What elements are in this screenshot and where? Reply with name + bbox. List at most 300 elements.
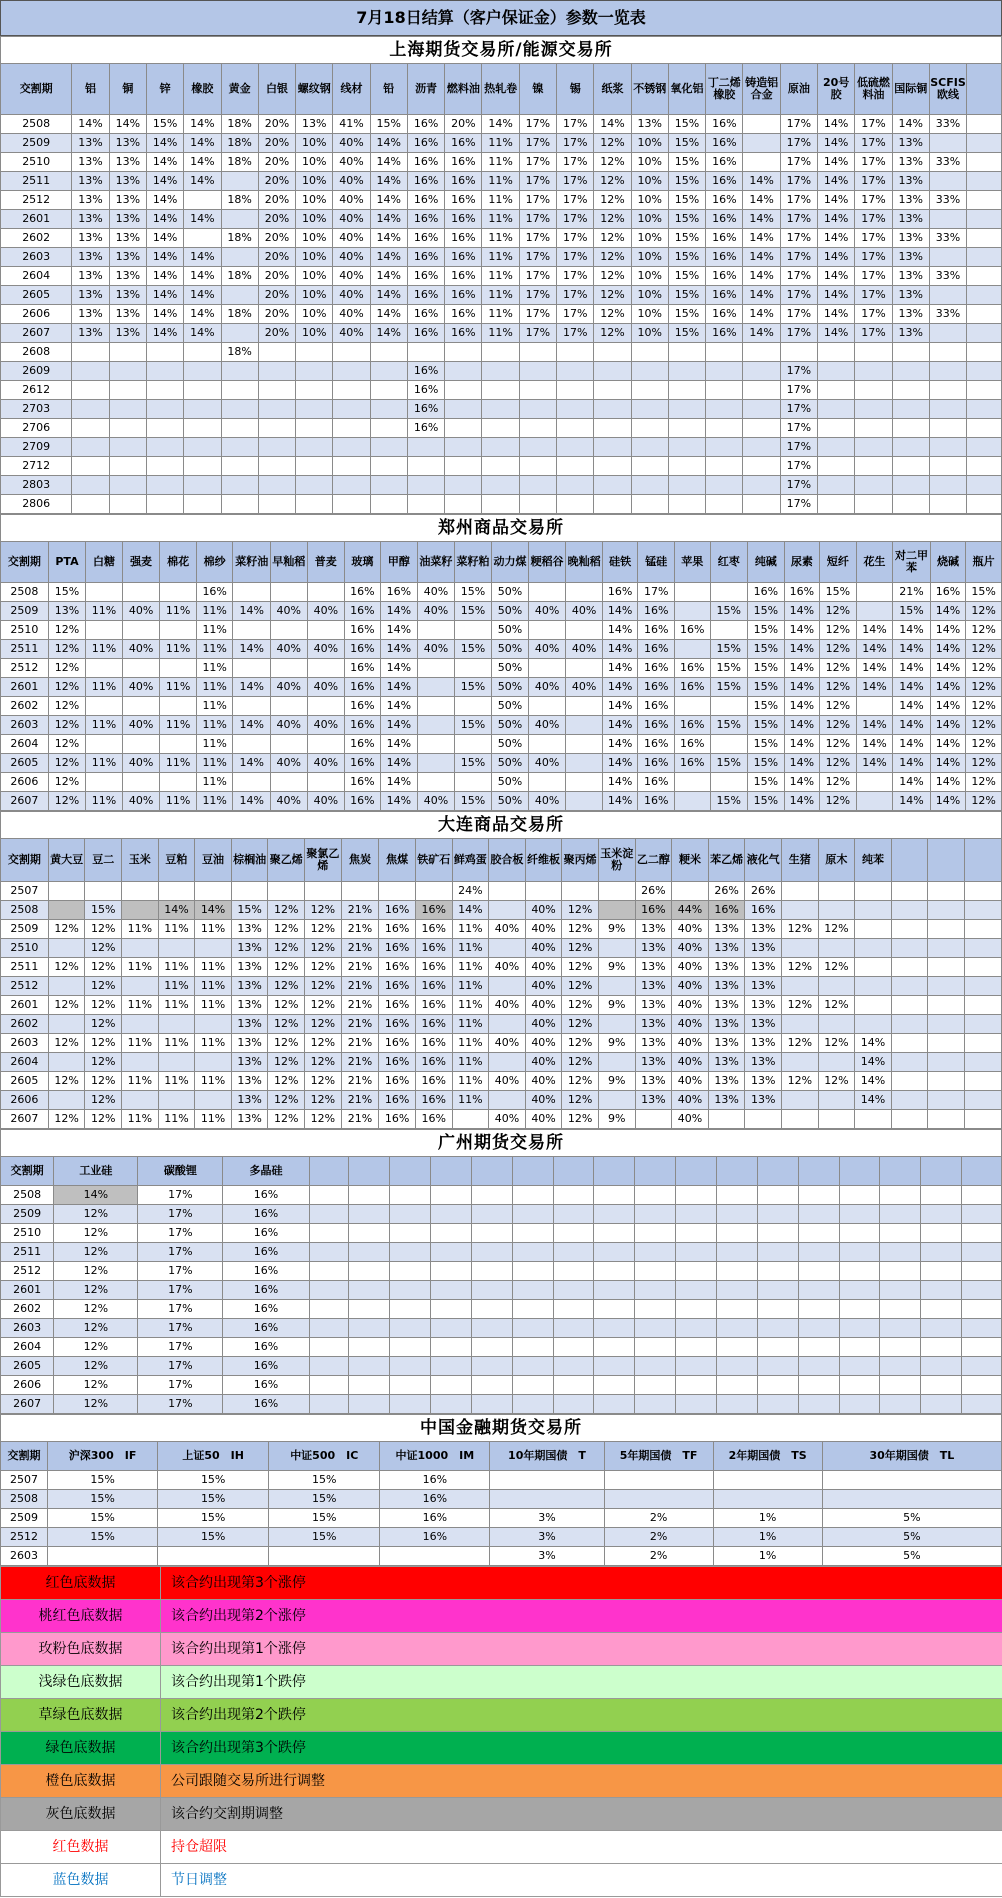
margin-cell bbox=[296, 495, 333, 514]
margin-cell: 17% bbox=[557, 286, 594, 305]
margin-cell bbox=[965, 882, 1002, 901]
margin-cell bbox=[710, 583, 748, 602]
margin-cell: 16% bbox=[635, 901, 672, 920]
margin-cell: 14% bbox=[233, 678, 271, 697]
margin-cell: 12% bbox=[966, 735, 1002, 754]
margin-cell: 40% bbox=[566, 640, 603, 659]
legend-label: 玫粉色底数据 bbox=[1, 1633, 161, 1666]
margin-cell: 12% bbox=[820, 621, 857, 640]
table-row bbox=[1, 419, 1002, 438]
margin-cell: 12% bbox=[305, 1034, 342, 1053]
table-row bbox=[1, 1034, 1002, 1053]
margin-cell: 14% bbox=[370, 305, 407, 324]
margin-cell: 12% bbox=[268, 939, 305, 958]
table-row bbox=[1, 977, 1002, 996]
delivery-period: 2603 bbox=[1, 1547, 48, 1566]
column-header: 红枣 bbox=[710, 542, 748, 583]
margin-cell: 13% bbox=[296, 115, 333, 134]
table-row bbox=[1, 640, 1002, 659]
margin-cell: 11% bbox=[482, 286, 519, 305]
margin-cell bbox=[855, 400, 892, 419]
margin-cell bbox=[929, 362, 966, 381]
margin-cell: 40% bbox=[525, 920, 562, 939]
margin-cell: 14% bbox=[380, 602, 418, 621]
margin-cell bbox=[631, 343, 668, 362]
margin-cell: 14% bbox=[818, 210, 855, 229]
margin-cell bbox=[48, 939, 85, 958]
margin-cell bbox=[221, 476, 258, 495]
margin-cell: 16% bbox=[674, 735, 710, 754]
margin-cell: 16% bbox=[415, 977, 452, 996]
margin-cell: 10% bbox=[296, 324, 333, 343]
margin-cell bbox=[856, 773, 893, 792]
margin-cell: 11% bbox=[195, 920, 232, 939]
margin-cell bbox=[160, 773, 197, 792]
margin-cell: 14% bbox=[856, 678, 893, 697]
column-header: 菜籽粕 bbox=[454, 542, 492, 583]
margin-cell: 13% bbox=[109, 267, 146, 286]
table-row bbox=[1, 1300, 1002, 1319]
margin-cell bbox=[418, 773, 455, 792]
column-header: 苹果 bbox=[674, 542, 710, 583]
margin-cell: 16% bbox=[223, 1376, 309, 1395]
margin-cell bbox=[309, 1224, 349, 1243]
margin-cell: 16% bbox=[407, 210, 444, 229]
column-header bbox=[757, 1157, 798, 1186]
margin-cell bbox=[782, 882, 819, 901]
margin-cell: 18% bbox=[221, 134, 258, 153]
margin-cell: 13% bbox=[892, 229, 929, 248]
margin-cell: 40% bbox=[333, 210, 370, 229]
margin-cell: 14% bbox=[184, 286, 221, 305]
margin-cell: 14% bbox=[855, 1034, 892, 1053]
margin-cell bbox=[855, 920, 892, 939]
margin-cell: 12% bbox=[594, 191, 631, 210]
column-header: 豆粕 bbox=[158, 839, 195, 882]
margin-cell bbox=[880, 1300, 921, 1319]
column-header: 原油 bbox=[780, 64, 817, 115]
delivery-period: 2507 bbox=[1, 1471, 48, 1490]
margin-cell: 15% bbox=[668, 229, 705, 248]
margin-cell: 12% bbox=[966, 792, 1002, 811]
margin-cell bbox=[489, 882, 526, 901]
margin-cell bbox=[965, 901, 1002, 920]
exchange-table bbox=[0, 811, 1002, 1129]
margin-cell: 14% bbox=[930, 621, 966, 640]
margin-cell bbox=[891, 901, 928, 920]
margin-cell: 12% bbox=[594, 305, 631, 324]
margin-cell bbox=[519, 381, 556, 400]
margin-cell bbox=[713, 1490, 822, 1509]
column-header: 焦炭 bbox=[341, 839, 379, 882]
margin-cell bbox=[839, 1376, 880, 1395]
margin-cell: 13% bbox=[892, 210, 929, 229]
margin-cell: 40% bbox=[418, 640, 455, 659]
margin-cell bbox=[594, 419, 631, 438]
margin-cell bbox=[880, 1319, 921, 1338]
margin-cell: 13% bbox=[72, 286, 109, 305]
delivery-period: 2603 bbox=[1, 248, 72, 267]
margin-cell: 24% bbox=[452, 882, 489, 901]
margin-cell bbox=[706, 476, 743, 495]
margin-cell: 40% bbox=[672, 1034, 709, 1053]
margin-cell bbox=[489, 1015, 526, 1034]
margin-cell bbox=[965, 1110, 1002, 1129]
margin-cell: 13% bbox=[892, 248, 929, 267]
margin-cell bbox=[967, 172, 1002, 191]
margin-cell: 50% bbox=[492, 773, 529, 792]
margin-cell bbox=[962, 1395, 1002, 1414]
margin-cell: 16% bbox=[379, 920, 416, 939]
table-row bbox=[1, 1357, 1002, 1376]
margin-cell: 17% bbox=[780, 210, 817, 229]
margin-cell: 14% bbox=[893, 754, 931, 773]
margin-cell bbox=[757, 1376, 798, 1395]
margin-cell: 14% bbox=[233, 754, 271, 773]
margin-cell bbox=[379, 882, 416, 901]
margin-cell: 11% bbox=[482, 210, 519, 229]
margin-cell bbox=[122, 583, 160, 602]
sheet-title: 7月18日结算（客户保证金）参数一览表 bbox=[1, 1, 1002, 36]
margin-cell bbox=[195, 1053, 232, 1072]
margin-cell bbox=[471, 1262, 512, 1281]
margin-cell: 14% bbox=[195, 901, 232, 920]
margin-cell: 11% bbox=[196, 640, 233, 659]
column-header: 碳酸锂 bbox=[138, 1157, 223, 1186]
column-header bbox=[839, 1157, 880, 1186]
margin-cell: 15% bbox=[748, 735, 785, 754]
margin-cell bbox=[798, 1281, 839, 1300]
margin-cell bbox=[891, 958, 928, 977]
margin-cell: 17% bbox=[138, 1224, 223, 1243]
margin-cell bbox=[962, 1186, 1002, 1205]
margin-cell: 13% bbox=[708, 920, 745, 939]
margin-cell: 40% bbox=[672, 996, 709, 1015]
margin-cell bbox=[309, 1300, 349, 1319]
margin-cell: 40% bbox=[333, 191, 370, 210]
margin-cell bbox=[716, 1243, 757, 1262]
margin-cell bbox=[856, 583, 893, 602]
column-header: 燃料油 bbox=[445, 64, 482, 115]
margin-cell: 12% bbox=[54, 1357, 138, 1376]
table-row bbox=[1, 1110, 1002, 1129]
margin-cell: 14% bbox=[370, 172, 407, 191]
margin-cell: 12% bbox=[85, 1053, 122, 1072]
margin-cell: 11% bbox=[452, 1091, 489, 1110]
margin-cell bbox=[967, 324, 1002, 343]
delivery-period: 2607 bbox=[1, 792, 49, 811]
margin-cell: 21% bbox=[341, 1053, 379, 1072]
margin-cell bbox=[676, 1319, 717, 1338]
table-row bbox=[1, 901, 1002, 920]
table-row bbox=[1, 172, 1002, 191]
margin-cell: 40% bbox=[418, 792, 455, 811]
margin-cell: 15% bbox=[668, 191, 705, 210]
margin-cell: 13% bbox=[72, 229, 109, 248]
margin-cell bbox=[929, 438, 966, 457]
margin-cell: 40% bbox=[525, 958, 562, 977]
margin-cell: 14% bbox=[380, 640, 418, 659]
margin-cell bbox=[184, 476, 221, 495]
margin-cell bbox=[221, 400, 258, 419]
margin-cell: 33% bbox=[929, 267, 966, 286]
margin-cell bbox=[390, 1243, 431, 1262]
margin-cell: 16% bbox=[379, 1053, 416, 1072]
margin-cell bbox=[471, 1281, 512, 1300]
margin-cell: 21% bbox=[341, 1034, 379, 1053]
margin-cell bbox=[307, 621, 345, 640]
margin-cell bbox=[489, 1091, 526, 1110]
margin-cell: 14% bbox=[370, 134, 407, 153]
margin-cell bbox=[390, 1319, 431, 1338]
margin-cell bbox=[798, 1357, 839, 1376]
margin-cell bbox=[184, 343, 221, 362]
margin-cell: 16% bbox=[223, 1395, 309, 1414]
margin-cell bbox=[676, 1300, 717, 1319]
margin-cell bbox=[710, 621, 748, 640]
margin-cell bbox=[309, 1319, 349, 1338]
margin-cell: 21% bbox=[341, 1110, 379, 1129]
margin-cell: 10% bbox=[631, 172, 668, 191]
margin-cell: 14% bbox=[784, 602, 820, 621]
margin-cell: 16% bbox=[708, 901, 745, 920]
margin-cell: 14% bbox=[380, 678, 418, 697]
delivery-period: 2510 bbox=[1, 939, 49, 958]
margin-cell bbox=[967, 457, 1002, 476]
margin-cell: 14% bbox=[743, 286, 780, 305]
margin-cell: 12% bbox=[820, 602, 857, 621]
margin-cell: 11% bbox=[196, 792, 233, 811]
margin-cell bbox=[528, 773, 566, 792]
margin-cell bbox=[598, 882, 635, 901]
margin-cell bbox=[512, 1262, 553, 1281]
margin-cell: 11% bbox=[452, 996, 489, 1015]
margin-cell: 14% bbox=[370, 267, 407, 286]
margin-cell bbox=[146, 381, 183, 400]
margin-cell: 50% bbox=[492, 659, 529, 678]
margin-cell bbox=[965, 1072, 1002, 1091]
margin-cell: 12% bbox=[268, 958, 305, 977]
table-row bbox=[1, 1528, 1002, 1547]
delivery-period: 2511 bbox=[1, 1243, 54, 1262]
margin-cell bbox=[855, 495, 892, 514]
margin-cell: 15% bbox=[748, 621, 785, 640]
margin-cell bbox=[668, 362, 705, 381]
margin-cell: 15% bbox=[454, 716, 492, 735]
margin-cell: 40% bbox=[525, 1053, 562, 1072]
margin-cell bbox=[221, 362, 258, 381]
margin-cell: 17% bbox=[519, 210, 556, 229]
legend-label: 草绿色底数据 bbox=[1, 1699, 161, 1732]
margin-cell: 16% bbox=[638, 602, 675, 621]
margin-cell bbox=[965, 939, 1002, 958]
margin-cell bbox=[706, 400, 743, 419]
margin-cell: 12% bbox=[268, 920, 305, 939]
margin-cell bbox=[598, 1053, 635, 1072]
delivery-period: 2602 bbox=[1, 229, 72, 248]
margin-cell bbox=[631, 476, 668, 495]
table-row bbox=[1, 996, 1002, 1015]
margin-cell bbox=[798, 1395, 839, 1414]
margin-cell: 21% bbox=[893, 583, 931, 602]
margin-cell: 15% bbox=[748, 697, 785, 716]
margin-cell bbox=[309, 1186, 349, 1205]
margin-cell: 16% bbox=[345, 792, 381, 811]
margin-cell: 13% bbox=[635, 1015, 672, 1034]
delivery-period: 2508 bbox=[1, 583, 49, 602]
margin-cell: 14% bbox=[818, 286, 855, 305]
margin-cell bbox=[967, 229, 1002, 248]
column-header bbox=[962, 1157, 1002, 1186]
margin-cell: 10% bbox=[631, 134, 668, 153]
margin-cell bbox=[706, 419, 743, 438]
margin-cell: 17% bbox=[519, 172, 556, 191]
margin-cell: 11% bbox=[482, 172, 519, 191]
margin-cell: 17% bbox=[557, 210, 594, 229]
margin-cell: 12% bbox=[562, 901, 599, 920]
margin-cell bbox=[716, 1357, 757, 1376]
margin-cell: 16% bbox=[445, 210, 482, 229]
margin-cell bbox=[929, 324, 966, 343]
margin-cell bbox=[333, 381, 370, 400]
margin-cell: 13% bbox=[109, 172, 146, 191]
margin-cell bbox=[967, 134, 1002, 153]
margin-cell bbox=[418, 678, 455, 697]
margin-cell: 14% bbox=[380, 735, 418, 754]
margin-cell bbox=[782, 1015, 819, 1034]
margin-cell: 16% bbox=[345, 602, 381, 621]
margin-cell bbox=[855, 476, 892, 495]
margin-cell: 1% bbox=[713, 1528, 822, 1547]
column-header bbox=[921, 1157, 962, 1186]
margin-cell: 17% bbox=[519, 324, 556, 343]
margin-cell bbox=[158, 882, 195, 901]
margin-cell bbox=[333, 343, 370, 362]
margin-cell: 15% bbox=[158, 1509, 269, 1528]
margin-cell bbox=[710, 735, 748, 754]
margin-cell: 21% bbox=[341, 920, 379, 939]
margin-cell: 11% bbox=[482, 267, 519, 286]
margin-cell bbox=[880, 1357, 921, 1376]
margin-cell bbox=[109, 362, 146, 381]
delivery-period: 2601 bbox=[1, 210, 72, 229]
margin-cell bbox=[370, 419, 407, 438]
margin-cell bbox=[716, 1262, 757, 1281]
margin-cell bbox=[270, 659, 307, 678]
margin-cell: 40% bbox=[122, 678, 160, 697]
margin-cell: 13% bbox=[635, 1034, 672, 1053]
margin-cell: 12% bbox=[48, 754, 86, 773]
margin-cell bbox=[482, 343, 519, 362]
delivery-period: 2601 bbox=[1, 996, 49, 1015]
margin-cell bbox=[965, 1015, 1002, 1034]
margin-cell: 16% bbox=[407, 248, 444, 267]
margin-cell: 14% bbox=[855, 1091, 892, 1110]
column-header: 强麦 bbox=[122, 542, 160, 583]
margin-cell bbox=[72, 400, 109, 419]
column-header: 白银 bbox=[258, 64, 295, 115]
margin-cell: 16% bbox=[415, 1072, 452, 1091]
margin-cell bbox=[109, 495, 146, 514]
margin-cell: 12% bbox=[48, 996, 85, 1015]
margin-cell: 12% bbox=[966, 716, 1002, 735]
margin-cell: 12% bbox=[562, 939, 599, 958]
margin-cell: 12% bbox=[48, 958, 85, 977]
margin-cell: 21% bbox=[341, 939, 379, 958]
margin-cell bbox=[231, 882, 268, 901]
margin-cell: 40% bbox=[672, 1110, 709, 1129]
margin-cell: 13% bbox=[708, 1015, 745, 1034]
margin-cell: 5% bbox=[822, 1547, 1001, 1566]
margin-cell: 17% bbox=[780, 476, 817, 495]
margin-cell: 17% bbox=[138, 1300, 223, 1319]
column-header: 胶合板 bbox=[489, 839, 526, 882]
margin-cell: 15% bbox=[748, 640, 785, 659]
margin-cell: 20% bbox=[258, 172, 295, 191]
table-row bbox=[1, 1281, 1002, 1300]
margin-cell bbox=[72, 495, 109, 514]
margin-cell bbox=[490, 1490, 604, 1509]
margin-cell bbox=[566, 583, 603, 602]
margin-cell bbox=[270, 735, 307, 754]
margin-cell bbox=[757, 1300, 798, 1319]
margin-cell: 17% bbox=[557, 324, 594, 343]
margin-cell: 12% bbox=[85, 1110, 122, 1129]
margin-cell: 14% bbox=[892, 115, 929, 134]
margin-cell: 16% bbox=[415, 920, 452, 939]
margin-cell: 11% bbox=[482, 134, 519, 153]
margin-cell: 13% bbox=[231, 1091, 268, 1110]
column-header: 橡胶 bbox=[184, 64, 221, 115]
margin-cell: 17% bbox=[780, 248, 817, 267]
margin-cell: 15% bbox=[668, 172, 705, 191]
margin-cell: 15% bbox=[85, 901, 122, 920]
delivery-period: 2601 bbox=[1, 1281, 54, 1300]
margin-cell bbox=[349, 1319, 390, 1338]
margin-cell bbox=[818, 476, 855, 495]
margin-cell bbox=[48, 1091, 85, 1110]
margin-cell: 16% bbox=[415, 996, 452, 1015]
margin-cell: 40% bbox=[122, 754, 160, 773]
margin-cell bbox=[921, 1395, 962, 1414]
margin-cell bbox=[489, 1053, 526, 1072]
delivery-period: 2612 bbox=[1, 381, 72, 400]
margin-cell: 3% bbox=[490, 1547, 604, 1566]
margin-cell: 12% bbox=[48, 920, 85, 939]
margin-cell: 12% bbox=[818, 1034, 855, 1053]
margin-cell: 18% bbox=[221, 305, 258, 324]
margin-cell bbox=[710, 697, 748, 716]
margin-cell bbox=[962, 1281, 1002, 1300]
margin-cell bbox=[743, 362, 780, 381]
margin-cell: 17% bbox=[780, 134, 817, 153]
table-row bbox=[1, 476, 1002, 495]
legend-label: 红色底数据 bbox=[1, 1567, 161, 1600]
margin-cell bbox=[713, 1471, 822, 1490]
margin-cell: 26% bbox=[745, 882, 782, 901]
margin-cell bbox=[706, 495, 743, 514]
margin-cell bbox=[782, 939, 819, 958]
margin-cell bbox=[72, 457, 109, 476]
margin-cell bbox=[122, 659, 160, 678]
margin-cell: 15% bbox=[710, 659, 748, 678]
margin-cell: 13% bbox=[109, 248, 146, 267]
margin-cell bbox=[967, 248, 1002, 267]
margin-cell bbox=[122, 1015, 159, 1034]
margin-cell bbox=[270, 697, 307, 716]
margin-cell: 17% bbox=[557, 115, 594, 134]
margin-cell bbox=[757, 1281, 798, 1300]
